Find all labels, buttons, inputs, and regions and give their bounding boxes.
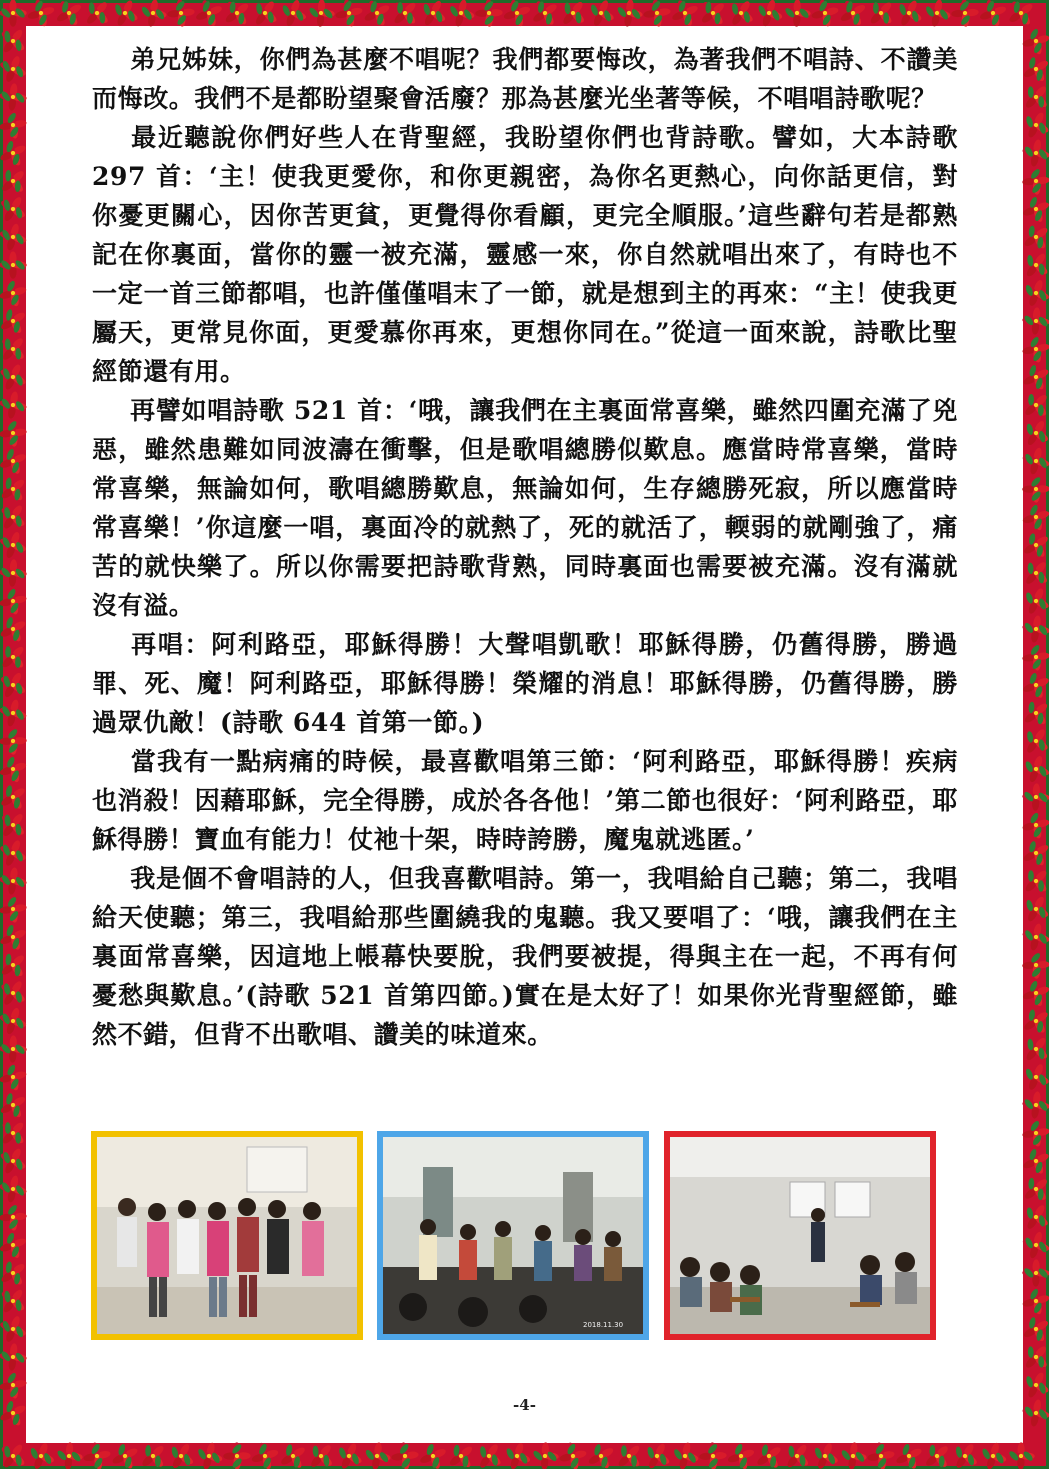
- photo-singing-group: [91, 1131, 363, 1340]
- photo-speaker-room: [664, 1131, 936, 1340]
- article-body: [92, 40, 958, 1054]
- paragraph-6: 我是個不會唱詩的人，但我喜歡唱詩。第一，我唱給自己聽；第二，我唱給天使聽；第三，我唱給那些圍繞我的鬼聽。我又要唱了：‘哦，讓我們在主裏面常喜樂，因這地上帳幕快要脫，我們要被提，得與主在一起，不再有何憂愁與歎息。’(詩歌 521 首第四節。)實在是太好了！如果你光背聖經節，雖然不錯，但背不出歌唱、讚美的味道來。: [92, 864, 958, 1049]
- paragraph-4: 再唱：阿利路亞，耶穌得勝！大聲唱凱歌！耶穌得勝，仍舊得勝，勝過罪、死、魔！阿利路亞，耶穌得勝！榮耀的消息！耶穌得勝，仍舊得勝，勝過眾仇敵！(詩歌 644 首第一節。): [92, 630, 958, 737]
- paragraph-2: 最近聽說你們好些人在背聖經，我盼望你們也背詩歌。譬如，大本詩歌 297 首：‘主！使我更愛你，和你更親密，為你名更熱心，向你話更信，對你憂更關心，因你苦更貧，更覺得你看顧，更完全順服。’這些辭句若是都熟記在你裏面，當你的靈一被充滿，靈感一來，你自然就唱出來了，有時也不一定一首三節都唱，也許僅僅唱末了一節，就是想到主的再來：“主！使我更屬天，更常見你面，更愛慕你再來，更想你同在。”從這一面來說，詩歌比聖經節還有用。: [92, 123, 958, 386]
- page-number: -4-: [513, 1396, 536, 1414]
- photo-strip: [91, 1131, 959, 1340]
- photo-timestamp: 2018.11.30: [583, 1321, 624, 1329]
- paragraph-1: 弟兄姊妹，你們為甚麼不唱呢？我們都要悔改，為著我們不唱詩、不讚美而悔改。我們不是都盼望聚會活廢？那為甚麼光坐著等候，不唱唱詩歌呢？: [92, 45, 958, 113]
- paragraph-5: 當我有一點病痛的時候，最喜歡唱第三節：‘阿利路亞，耶穌得勝！疾病也消殺！因藉耶穌，完全得勝，成於各各他！’第二節也很好：‘阿利路亞，耶穌得勝！寶血有能力！仗祂十架，時時誇勝，魔鬼就逃匿。’: [92, 747, 958, 854]
- photo-meeting-hall: [377, 1131, 649, 1340]
- paragraph-3: 再譬如唱詩歌 521 首：‘哦，讓我們在主裏面常喜樂，雖然四圍充滿了兇惡，雖然患難如同波濤在衝擊，但是歌唱總勝似歎息。應當時常喜樂，當時常喜樂，無論如何，歌唱總勝歎息，無論如何，生存總勝死寂，所以應當時常喜樂！’你這麼一唱，裏面冷的就熱了，死的就活了，輭弱的就剛強了，痛苦的就快樂了。所以你需要把詩歌背熟，同時裏面也需要被充滿。沒有滿就沒有溢。: [92, 396, 958, 620]
